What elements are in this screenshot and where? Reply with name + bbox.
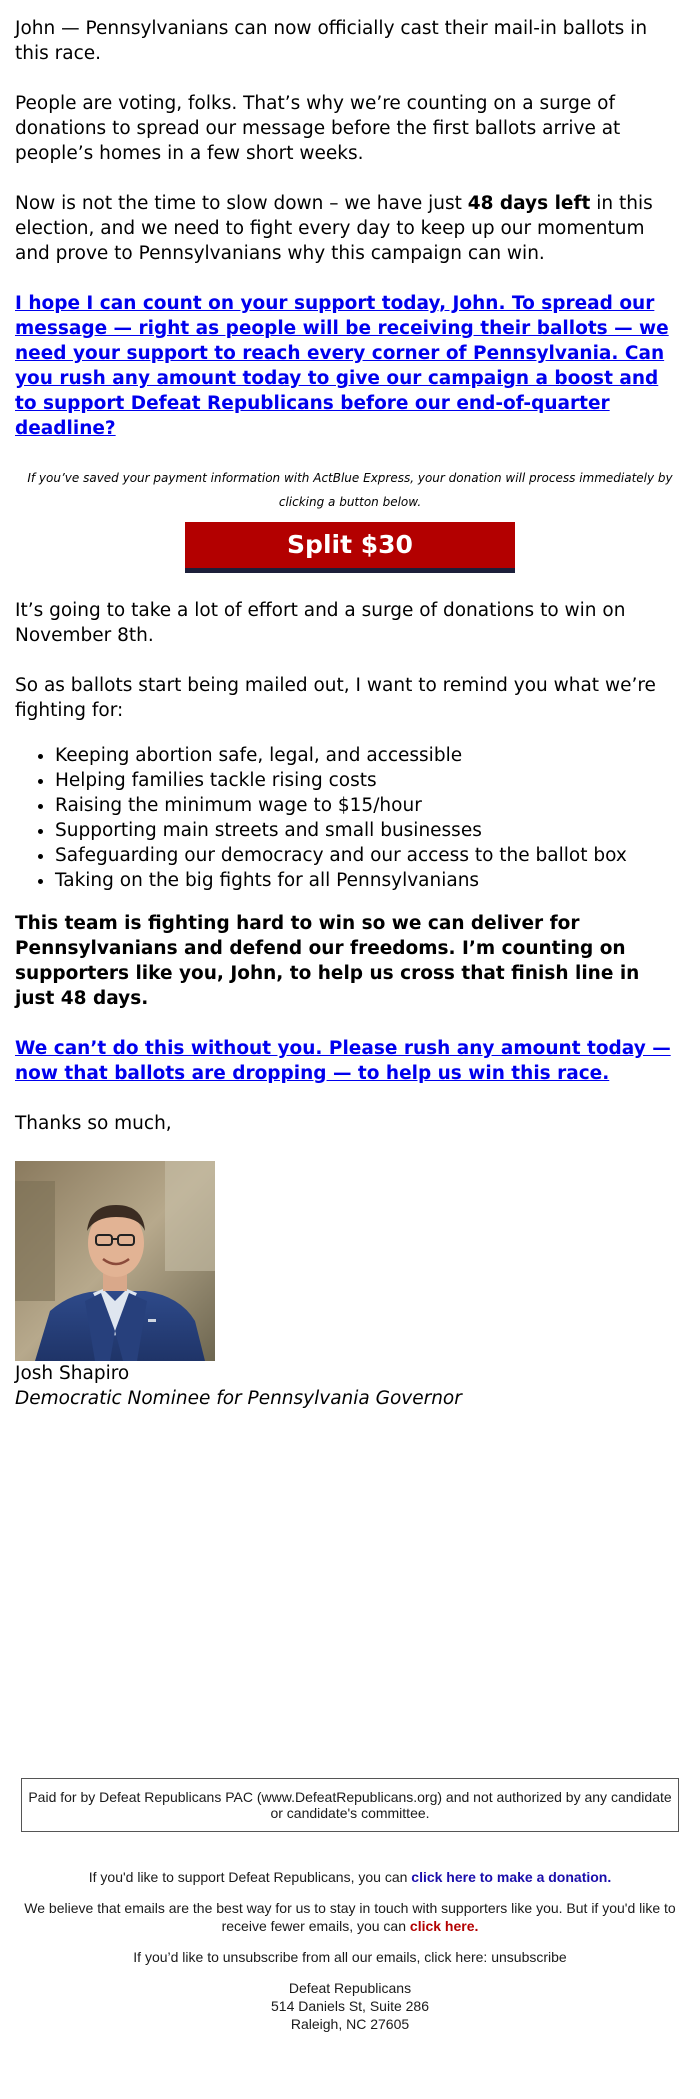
list-item: • Taking on the big fights for all Pennsylvanians: [55, 868, 685, 893]
rush-donation-link[interactable]: We can’t do this without you. Please rush any amount today — now that ballots are dropping — to help us win this race.: [15, 1038, 671, 1084]
signer-title: Democratic Nominee for Pennsylvania Governor: [15, 1388, 462, 1409]
support-link-paragraph: [15, 291, 685, 441]
support-line: [20, 1868, 680, 1886]
donate-button-wrap: [15, 522, 685, 573]
unsubscribe-line[interactable]: If you’d like to unsubscribe from all our emails, click here: unsubscribe: [133, 1949, 567, 1965]
paid-for-disclaimer: Paid for by Defeat Republicans PAC (www.DefeatRepublicans.org) and not authorized by any candidate or candidate's committee.: [21, 1778, 679, 1832]
fighting-for-paragraph: So as ballots start being mailed out, I want to remind you what we’re fighting for:: [15, 675, 656, 721]
org-name: Defeat Republicans: [288, 1980, 412, 1996]
signer-name: Josh Shapiro: [15, 1363, 130, 1384]
split-donation-button[interactable]: Split $30: [185, 522, 515, 573]
days-left-count: 48 days left: [467, 193, 591, 214]
make-donation-link[interactable]: click here to make a donation.: [411, 1869, 612, 1885]
effort-paragraph: It’s going to take a lot of effort and a surge of donations to win on November 8th.: [15, 600, 626, 646]
fewer-emails-text: We believe that emails are the best way for us to stay in touch with supporters like you. But if you'd like to receive fewer emails, you can: [24, 1900, 676, 1934]
address-line-1: 514 Daniels St, Suite 286: [271, 1998, 429, 2014]
fighting-for-list: [15, 743, 685, 893]
list-item: • Raising the minimum wage to $15/hour: [55, 793, 685, 818]
days-left-text-after: in this election, and we need to fight every day to keep up our momentum and prove to Pennsylvanians why this campaign can win.: [15, 193, 653, 264]
signoff: Thanks so much,: [15, 1113, 172, 1134]
actblue-note: If you’ve saved your payment information with ActBlue Express, your donation will process immediately by clicking a button below.: [27, 471, 673, 509]
list-item: • Keeping abortion safe, legal, and accessible: [55, 743, 685, 768]
days-left-text-before: Now is not the time to slow down – we have just: [15, 193, 468, 214]
list-item: • Supporting main streets and small businesses: [55, 818, 685, 843]
candidate-photo: [15, 1161, 215, 1361]
fewer-emails-line: [20, 1899, 680, 1935]
email-footer: [0, 1778, 700, 2033]
list-item: • Safeguarding our democracy and our access to the ballot box: [55, 843, 685, 868]
intro-paragraph: John — Pennsylvanians can now officially cast their mail-in ballots in this race.: [15, 18, 648, 64]
fewer-emails-link[interactable]: click here.: [409, 1918, 479, 1934]
address-line-2: Raleigh, NC 27605: [290, 2016, 410, 2032]
list-item: • Helping families tackle rising costs: [55, 768, 685, 793]
rush-link-paragraph: [15, 1036, 685, 1086]
team-paragraph: This team is fighting hard to win so we can deliver for Pennsylvanians and defend our freedoms. I’m counting on supporters like you, John, to help us cross that finish line in just 48 days.: [15, 913, 640, 1009]
support-text: If you'd like to support Defeat Republicans, you can: [88, 1869, 412, 1885]
signature-block: [15, 1161, 685, 1411]
voting-paragraph: People are voting, folks. That’s why we’re counting on a surge of donations to spread our message before the first ballots arrive at people’s homes in a few short weeks.: [15, 93, 621, 164]
days-left-paragraph: [15, 191, 685, 266]
support-donation-link[interactable]: I hope I can count on your support today, John. To spread our message — right as people will be receiving their ballots — we need your support to reach every corner of Pennsylvania. Can you rush any amount today to give our campaign a boost and to support Defeat Republicans before our end-of-quarter deadline?: [15, 293, 669, 439]
